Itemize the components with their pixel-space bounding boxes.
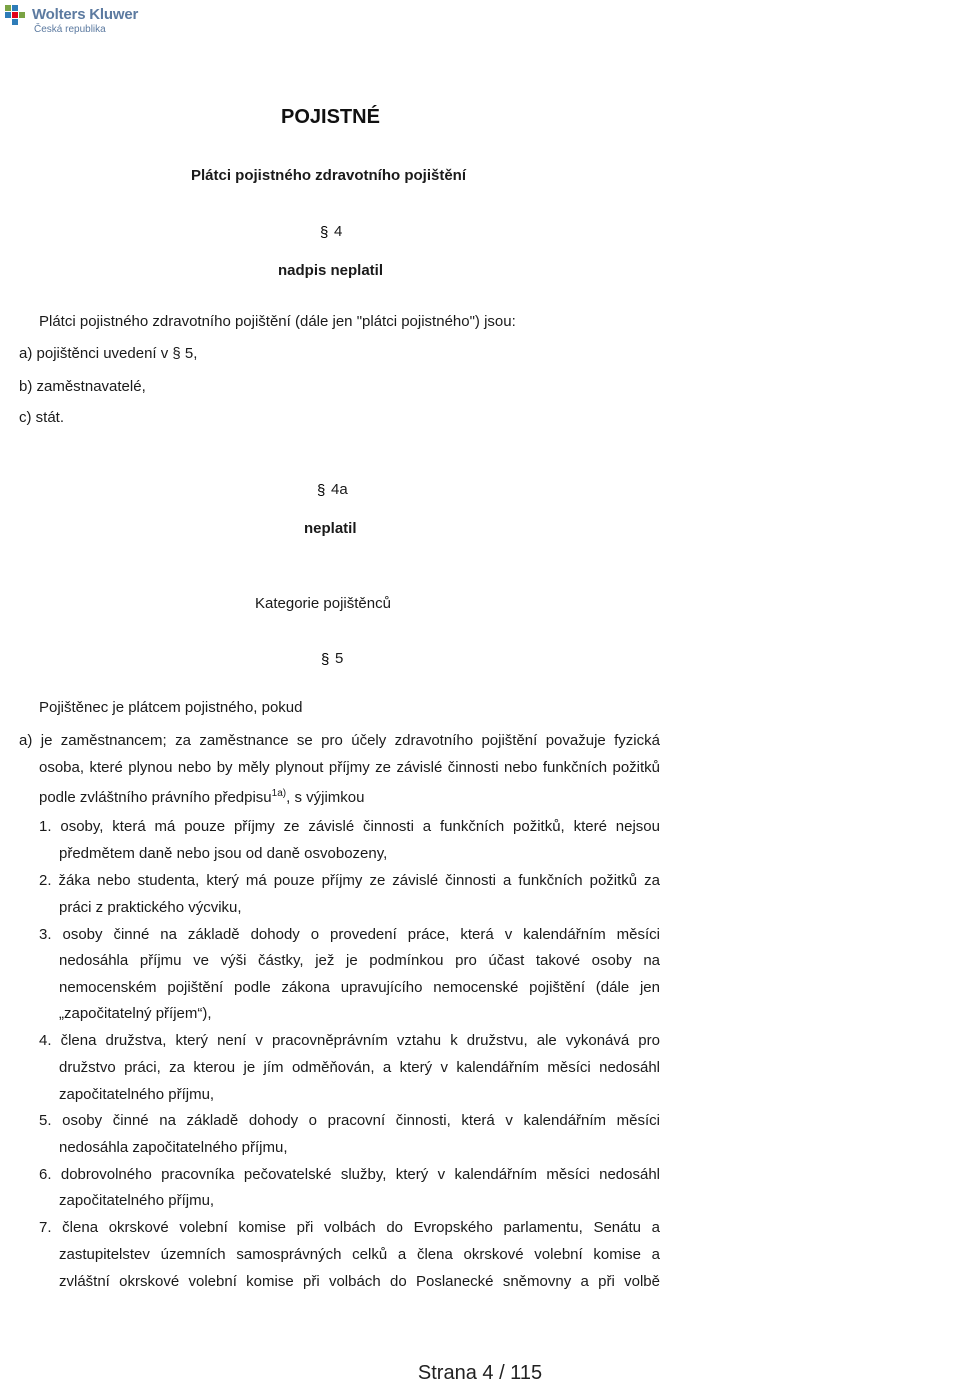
section-number: 4 [334,223,343,240]
numbered-item-line: 5. osoby činné na základě dohody o pracovní činnosti, která v kalendářním měsíci [39,1112,660,1129]
numbered-item-line: zvláštní okrskové volební komise při volbách do Poslanecké sněmovny a při volbě [59,1273,660,1290]
numbered-item-line: 2. žáka nebo studenta, který má pouze příjmy ze závislé činnosti a funkčních požitků za [39,872,660,889]
footnote-ref: 1a) [271,788,287,799]
numbered-item-line: 4. člena družstva, který není v pracovněprávním vztahu k družstvu, ale vykonává pro [39,1032,660,1049]
section-sign-icon [317,482,325,498]
section-4 [320,223,342,240]
svg-text:§: § [320,224,328,240]
svg-text:§: § [321,651,329,667]
numbered-item-line: nemocenském pojištění podle zákona upravujícího nemocenské pojištění (dále jen [59,979,660,996]
page-number: Strana 4 / 115 [417,1362,543,1384]
paragraph-a-line: osoba, které plynou nebo by měly plynout příjmy ze závislé činnosti nebo funkčních požitků [39,759,660,776]
wolters-kluwer-logo-icon [4,4,26,26]
numbered-item-line: 7. člena okrskové volební komise při volbách do Evropského parlamentu, Senátu a [39,1219,660,1236]
numbered-item-line: nedosáhla příjmu ve výši částky, jež je podmínkou pro účast takové osoby na [59,952,660,969]
heading-payers: Plátci pojistného zdravotního pojištění [191,167,467,184]
logo-name: Wolters Kluwer [32,6,139,23]
section-sign-icon [321,651,329,667]
svg-text:§: § [317,482,325,498]
section-number: 5 [335,650,344,667]
section-sign-icon [320,224,328,240]
numbered-item-line: předmětem daně nebo jsou od daně osvobozeny, [59,845,388,862]
numbered-item-line: zastupitelstev územních samosprávných celků a člena okrskové volební komise a [59,1246,660,1263]
paragraph-a-text: podle zvláštního právního předpisu [39,789,272,806]
numbered-item-line: 6. dobrovolného pracovníka pečovatelské služby, který v kalendářním měsíci nedosáhl [39,1166,660,1183]
numbered-item-line: započitatelného příjmu, [59,1192,215,1209]
heading-categories: Kategorie pojištěnců [255,595,391,612]
section-5 [321,650,343,667]
payers-intro: Plátci pojistného zdravotního pojištění (dále jen "plátci pojistného") jsou: [39,313,516,330]
list-item: c) stát. [19,409,65,426]
section-4a [317,481,348,498]
numbered-item-line: práci z praktického výcviku, [59,899,242,916]
section-number: 4a [331,481,348,498]
paragraph-a-text: , s výjimkou [286,789,365,806]
logo-subtitle: Česká republika [34,24,106,35]
numbered-item-line: 1. osoby, která má pouze příjmy ze závislé činnosti a funkčních požitků, které nejsou [39,818,660,835]
categories-intro: Pojištěnec je plátcem pojistného, pokud [39,699,303,716]
page-title: POJISTNÉ [281,106,380,128]
numbered-item-line: 3. osoby činné na základě dohody o provedení práce, která v kalendářním měsíci [39,926,660,943]
numbered-item-line: započitatelného příjmu, [59,1086,215,1103]
paragraph-a-line: a) je zaměstnancem; za zaměstnance se pro účely zdravotního pojištění považuje fyzická [19,732,660,749]
numbered-item-line: nedosáhla započitatelného příjmu, [59,1139,288,1156]
publisher-logo [4,4,144,36]
section-4-note: nadpis neplatil [278,262,384,279]
numbered-item-line: „započitatelný příjem“), [59,1005,212,1022]
paragraph-a-line [39,788,364,806]
section-4a-note: neplatil [304,520,357,537]
list-item: b) zaměstnavatelé, [19,378,146,395]
numbered-item-line: družstvo práci, za kterou je jím odměňován, a který v kalendářním měsíci nedosáhl [59,1059,660,1076]
list-item: a) pojištěnci uvedení v § 5, [19,345,198,362]
